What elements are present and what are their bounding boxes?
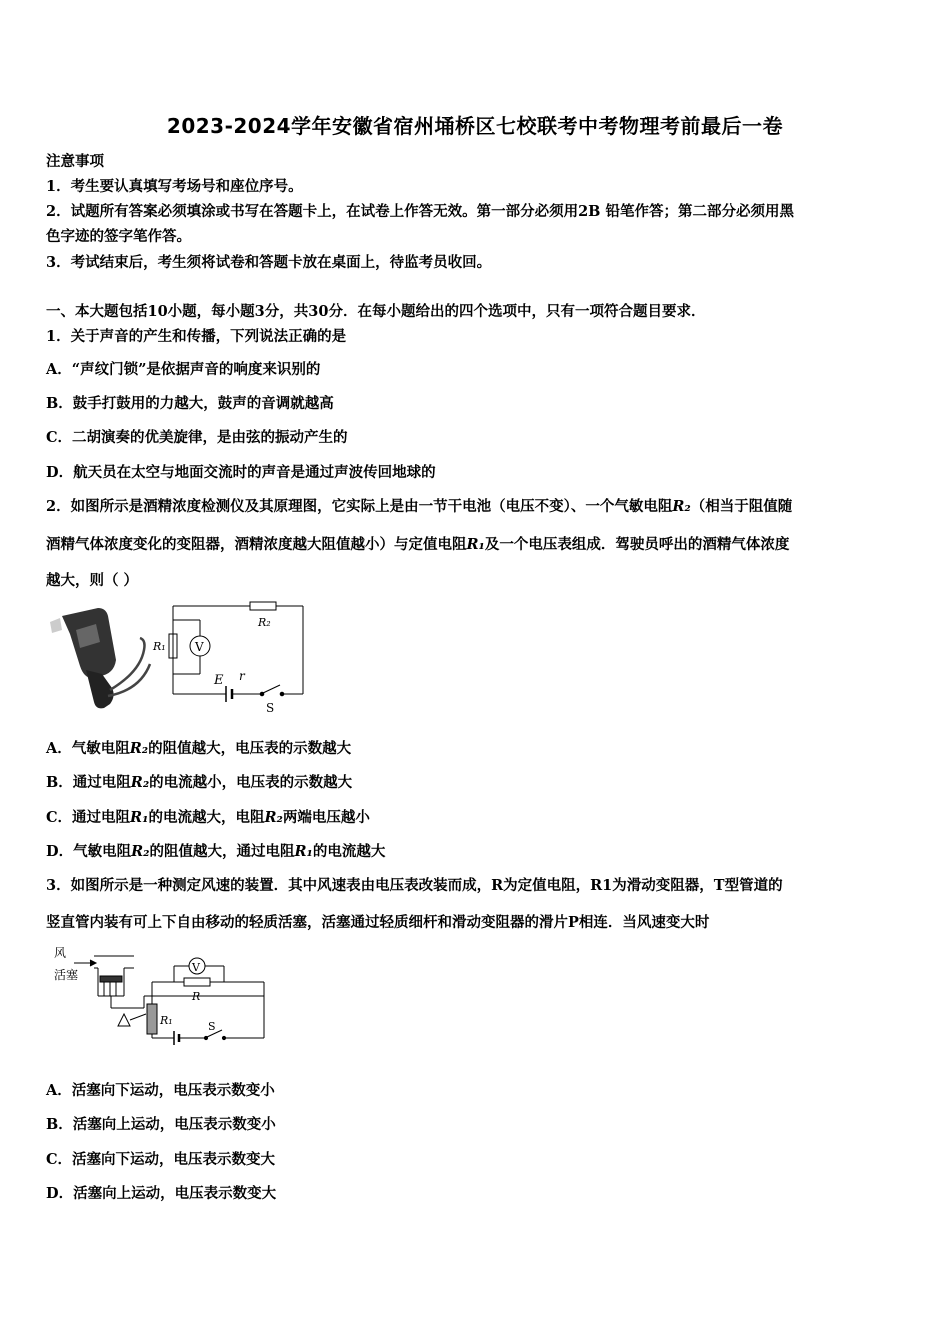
notice-item-2-cont: 色字迹的签字笔作答。 — [46, 228, 191, 245]
q3-label-wind: 风 — [54, 946, 67, 960]
q2-label-voltmeter: V — [195, 640, 204, 654]
q2-label-e: E — [214, 673, 224, 688]
q3-stem-line-2: 竖直管内装有可上下自由移动的轻质活塞，活塞通过轻质细杆和滑动变阻器的滑片P相连．当风速变大时 — [46, 914, 710, 931]
q2-figure — [40, 600, 315, 720]
exam-title: 2023-2024学年安徽省宿州埇桥区七校联考中考物理考前最后一卷 — [166, 114, 784, 138]
q2-label-s: S — [266, 701, 275, 715]
q2-stem-line-1: 2．如图所示是酒精浓度检测仪及其原理图，它实际上是由一节干电池（电压不变）、一个气敏电阻R₂（相当于阻值随 — [46, 498, 793, 515]
q2-option-a: A．气敏电阻R₂的阻值越大，电压表的示数越大 — [46, 740, 352, 757]
q3-option-b: B．活塞向上运动，电压表示数变小 — [46, 1116, 276, 1133]
q2-option-b: B．通过电阻R₂的电流越小，电压表的示数越大 — [46, 774, 353, 791]
q2-label-r2: R₂ — [258, 616, 271, 629]
notice-item-3: 3．考试结束后，考生须将试卷和答题卡放在桌面上，待监考员收回。 — [46, 254, 492, 271]
q1-option-a: A．“声纹门锁”是依据声音的响度来识别的 — [46, 361, 321, 378]
q3-label-piston: 活塞 — [54, 968, 79, 982]
q2-stem-line-3: 越大，则（ ） — [46, 572, 139, 589]
q1-option-c: C．二胡演奏的优美旋律，是由弦的振动产生的 — [46, 429, 348, 446]
q3-option-a: A．活塞向下运动，电压表示数变小 — [46, 1082, 275, 1099]
section-heading: 一、本大题包括10小题，每小题3分，共30分．在每小题给出的四个选项中，只有一项符合题目要求． — [46, 303, 706, 320]
q3-label-voltmeter: V — [192, 961, 200, 974]
q2-label-r1: R₁ — [153, 640, 166, 653]
q1-stem: 1．关于声音的产生和传播，下列说法正确的是 — [46, 328, 347, 345]
q3-label-r1: R₁ — [160, 1014, 173, 1027]
q3-label-r: R — [192, 990, 201, 1003]
q3-stem-line-1: 3．如图所示是一种测定风速的装置．其中风速表由电压表改装而成，R为定值电阻，R1为滑动变阻器，T型管道的 — [46, 877, 783, 894]
q2-option-c: C．通过电阻R₁的电流越大，电阻R₂两端电压越小 — [46, 809, 370, 826]
notice-item-1: 1．考生要认真填写考场号和座位序号。 — [46, 178, 303, 195]
q2-stem-line-2: 酒精气体浓度变化的变阻器，酒精浓度越大阻值越小）与定值电阻R₁及一个电压表组成．驾驶员呼出的酒精气体浓度 — [46, 536, 790, 553]
q1-option-b: B．鼓手打鼓用的力越大，鼓声的音调就越高 — [46, 395, 334, 412]
q2-label-r: r — [239, 669, 245, 683]
q3-option-c: C．活塞向下运动，电压表示数变大 — [46, 1151, 276, 1168]
q3-label-s: S — [208, 1020, 216, 1033]
q3-option-d: D．活塞向上运动，电压表示数变大 — [46, 1185, 277, 1202]
q2-circuit — [169, 602, 303, 702]
q2-option-d: D．气敏电阻R₂的阻值越大，通过电阻R₁的电流越大 — [46, 843, 386, 860]
q3-apparatus — [74, 956, 264, 1045]
notice-heading: 注意事项 — [46, 153, 104, 170]
q1-option-d: D．航天员在太空与地面交流时的声音是通过声波传回地球的 — [46, 464, 436, 481]
notice-item-2: 2．试题所有答案必须填涂或书写在答题卡上，在试卷上作答无效。第一部分必须用2B 铅笔作答；第二部分必须用黑 — [46, 203, 794, 220]
q3-figure — [44, 942, 274, 1048]
breathalyzer-image — [50, 608, 150, 708]
